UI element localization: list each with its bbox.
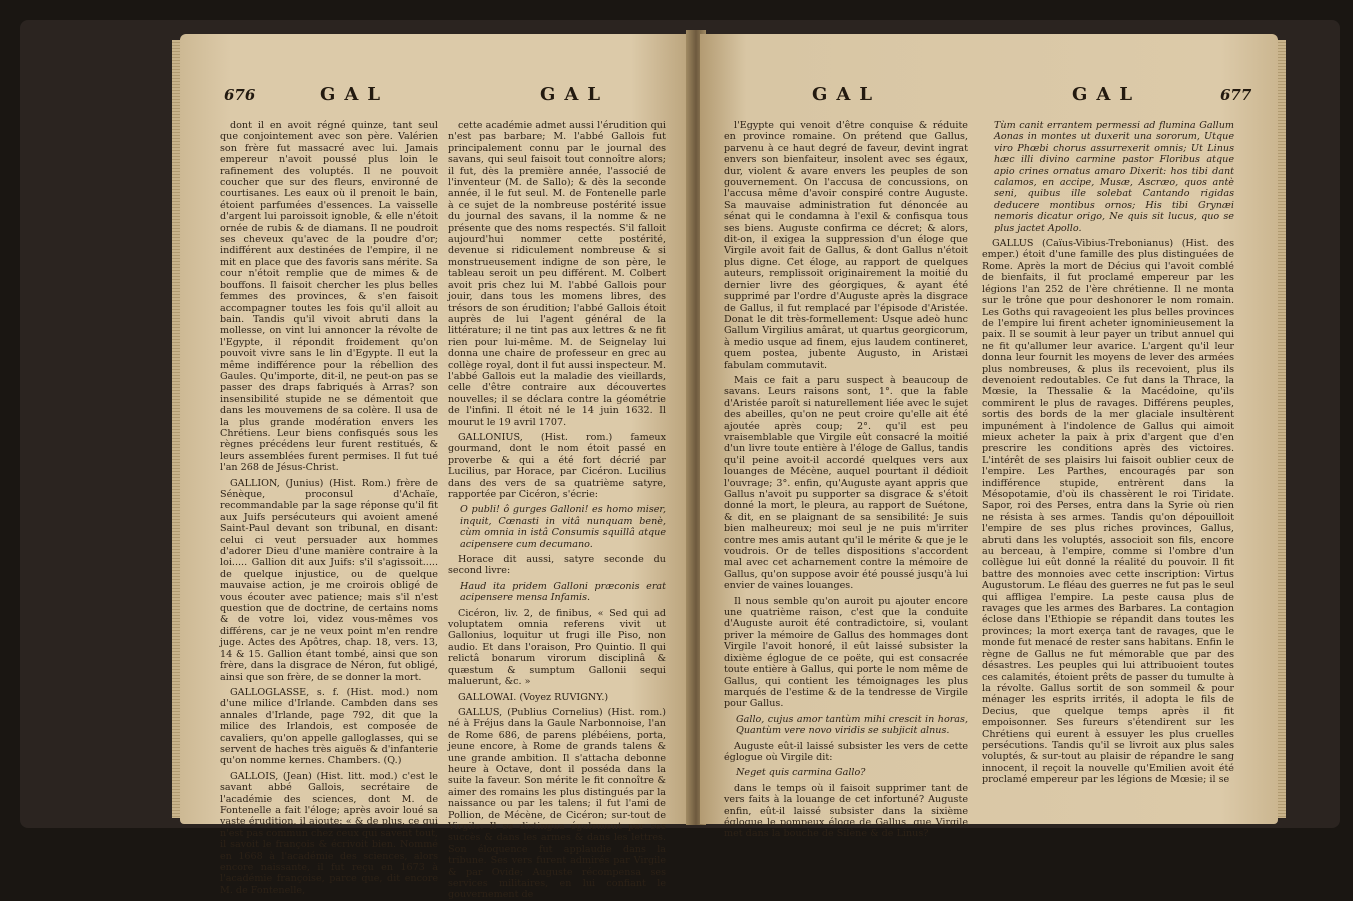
paragraph: GALLOIS, (Jean) (Hist. litt. mod.) c'est le savant abbé Gallois, secrétaire de l'académie des sciences, dont M. de Fontenelle a fait l'éloge; après avoir loué sa vaste érudition, il ajoute: « & de plus, ce qui n'est pas commun chez ceux qui savent tout, il savoit le françois & écrivoit bien. Nommé en 1668 à l'académie des sciences, alors encore naissante, il fut reçu en 1673 à l'académie françoise, parce que, dit encore M. de Fontenelle, <box>220 770 438 896</box>
latin-quote: Gallo, cujus amor tantùm mihi crescit in horas, Quantùm vere novo viridis se subjicit alnus. <box>736 713 968 737</box>
paragraph: Mais ce fait a paru suspect à beaucoup de savans. Leurs raisons sont, 1°. que la fable d'Aristée paroît si naturellement liée avec le sujet des abeilles, qu'on ne peut croire qu'elle ait été ajoutée après coup; 2°. qu'il est peu vraisemblable que Virgile eût consacré la moitié d'un livre toute entière à l'éloge de Gallus, tandis qu'il peine avoit-il accordé quelques vers aux louanges de Mécène, auquel pourtant il dédioit l'ouvrage; 3°. enfin, qu'Auguste ayant appris que Gallus n'avoit pu supporter sa disgrace & s'étoit donné la mort, le pleura, au rapport de Suétone, & dit, en se plaignant de sa sensibilité: Je suis bien malheureux; moi seul je ne puis m'irriter contre mes amis autant qu'il le mérite & que je le voudrois. Or de telles dispositions s'accordent mal avec cet acharnement contre la mémoire de Gallus, qu'on suppose avoir été poussé jusqu'à lui envier de vaines louanges. <box>724 374 968 592</box>
paragraph: GALLUS, (Publius Cornelius) (Hist. rom.) né à Fréjus dans la Gaule Narbonnoise, l'an de Rome 686, de parens plébéiens, porta, jeune encore, à Rome de grands talens & une grande ambition. Il s'attacha debonne heure à Octave, dont il posséda dans la suite la faveur. Son mérite le fit connoître & aimer des romains les plus distingués par la naissance ou par les talens; il fut l'ami de Pollion, de Mécène, de Cicéron; sur-tout de Virgile. Il se distingua également par ses succès & dans les armes & dans les lettres. Son éloquence fut applaudie dans la tribune. Ses vers furent admirés par Virgile & par Ovide; Auguste récompensa ses services militaires, en lui confiant le gouvernement de <box>448 706 666 901</box>
paragraph: GALLOGLASSE, s. f. (Hist. mod.) nom d'une milice d'Irlande. Cambden dans ses annales d'Irlande, page 792, dit que la milice des Irlandois, est composée de cavaliers, qu'on appelle galloglasses, qui se servent de haches très aiguës & d'infanterie qu'on nomme kernes. Chambers. (Q.) <box>220 686 438 767</box>
running-head: GAL <box>540 84 609 105</box>
latin-quote: Neget quis carmina Gallo? <box>736 767 866 779</box>
paragraph: GALLION, (Junius) (Hist. Rom.) frère de Sénèque, proconsul d'Achaïe, recommandable par la sage réponse qu'il fit aux Juifs persécuteurs qui avoient amené Saint-Paul devant son tribunal, en disant: celui ci veut persuader aux hommes d'adorer Dieu d'une manière contraire à la loi..... Gallion dit aux Juifs: s'il s'agissoit..... de quelque injustice, ou de quelque mauvaise action, je me croirois obligé de vous écouter avec patience; mais s'il n'est question que de doctrine, de certains noms & de votre loi, videz vous-mêmes vos différens, car je ne veux point m'en rendre juge. Actes des Apôtres, chap. 18, vers. 13, 14 & 15. Gallion étant tombé, ainsi que son frère, dans la disgrace de Néron, fut obligé, ainsi que son frère, de se donner la mort. <box>220 477 438 683</box>
paragraph: Auguste eût-il laissé subsister les vers de cette églogue où Virgile dit: <box>724 740 968 763</box>
running-head: GAL <box>320 84 389 105</box>
latin-quote: Tùm canit errantem permessi ad flumina Gallum Aonas in montes ut duxerit una sororum, Utque viro Phœbi chorus assurrexerit omnis; Ut Linus hæc illi divino carmine pastor Floribus atque apio crines ornatus amaro Dixerit: hos tibi dant calamos, en accipe, Musæ, Ascræo, quos antè seni, quibus ille solebat Cantando rigidas deducere montibus ornos; His tibi Grynæi nemoris dicatur origo, Ne quis sit lucus, quo se plus jactet Apollo. <box>994 120 1234 234</box>
running-head: GAL <box>1072 84 1141 105</box>
paragraph: Il nous semble qu'on auroit pu ajouter encore une quatrième raison, c'est que la conduite d'Auguste auroit été contradictoire, si, voulant priver la mémoire de Gallus des hommages dont Virgile l'avoit honoré, il eût laissé subsister la dixième églogue de ce poëte, qui est consacrée toute entière à Gallus, qui porte le nom même de Gallus, qui contient les témoignages les plus marqués de l'estime & de la tendresse de Virgile pour Gallus. <box>724 595 968 710</box>
paragraph: GALLOWAI. (Voyez RUVIGNY.) <box>458 691 609 703</box>
paragraph: dont il en avoit régné quinze, tant seul que conjointement avec son père. Valérien son frère fut massacré avec lui. Jamais empereur n'avoit poussé plus loin le rafinement des voluptés. Il ne pouvoit coucher que sur des fleurs, environné de courtisanes. Les eaux où il prenoit le bain, étoient parfumées d'essences. La vaisselle d'argent lui paroissoit ignoble, & elle n'étoit ornée de rubis & de diamans. Il ne poudroit ses cheveux qu'avec de la poudre d'or; indifférent aux destinées de l'empire, il ne mit en place que des favoris sans mérite. Sa cour n'étoit remplie que de mimes & de bouffons. Il faisoit chercher les plus belles femmes des provinces, & s'en faisoit accompagner toutes les fois qu'il alloit au bain. Tandis qu'il vivoit abruti dans la mollesse, on vint lui annoncer la révolte de l'Egypte, il répondit froidement qu'on pouvoit vivre sans le lin d'Egypte. Il eut la même indifférence pour la rébellion des Gaules. Qu'importe, dit-il, ne peut-on pas se passer des draps fabriqués à Arras? son insensibilité stupide ne se démentoit que dans les mouvemens de sa colère. Il usa de la plus grande modération envers les Chrétiens. Leur biens confisqués sous les règnes précédens leur furent restitués, & leurs assemblées furent permises. Il fut tué l'an 268 de Jésus-Christ. <box>220 120 438 474</box>
text-column-1 <box>724 120 968 840</box>
paragraph: dans le temps où il faisoit supprimer tant de vers faits à la louange de cet infortuné? Auguste enfin, eût-il laissé subsister dans la sixième églogue le pompeux éloge de Gallus, que Virgile met dans la bouche de Silène & de Linus? <box>724 782 968 840</box>
paragraph: GALLONIUS, (Hist. rom.) fameux gourmand, dont le nom étoit passé en proverbe & qui a été fort décrié par Lucilius, par Horace, par Cicéron. Lucilius dans des vers de sa quatrième satyre, rapportée par Cicéron, s'écrie: <box>448 431 666 500</box>
latin-quote: Haud ita pridem Galloni præconis erat acipensere mensa Infamis. <box>460 580 666 604</box>
left-page <box>180 34 692 901</box>
latin-quote: O publi! ô gurges Galloni! es homo miser, inquit, Cœnasti in vitâ nunquam benè, cùm omnia in istâ Consumis squillâ atque acipensere cum decumano. <box>460 504 666 550</box>
paragraph: cette académie admet aussi l'érudition qui n'est pas barbare; M. l'abbé Gallois fut principalement connu par le journal des savans, qui seul faisoit tout connoître alors; il fut, dès la première année, l'associé de l'inventeur (M. de Sallo); & dès la seconde année, il le fut seul. M. de Fontenelle parle à ce sujet de la nombreuse postérité issue du journal des savans, il la nomme & ne présente que des noms respectés. S'il falloit aujourd'hui nommer cette postérité, devenue si ridiculement nombreuse & si monstrueusement indigne de son père, le tableau seroit un peu différent. M. Colbert avoit pris chez lui M. l'abbé Gallois pour jouir, dans tous les momens libres, des trésors de son érudition; l'abbé Gallois étoit auprès de lui l'agent général de la littérature; il ne tint pas aux lettres & ne fit rien pour lui-même. M. de Seignelay lui donna une chaire de professeur en grec au collège royal, dont il fut aussi inspecteur. M. l'abbé Gallois eut la maladie des vieillards, celle d'être contraire aux découvertes nouvelles; il se déclara contre la géométrie de l'infini. Il étoit né le 14 juin 1632. Il mourut le 19 avril 1707. <box>448 120 666 428</box>
right-page <box>700 34 1278 840</box>
paragraph: GALLUS (Caïus-Vibius-Trebonianus) (Hist. des emper.) étoit d'une famille des plus distinguées de Rome. Après la mort de Décius qui l'avoit comblé de bienfaits, il fut proclamé empereur par les légions l'an 252 de l'ère chrétienne. Il ne monta sur le trône que pour deshonorer le nom romain. Les Goths qui ravageoient les plus belles provinces de l'empire lui firent acheter ignominieusement la paix. Il se soumit à leur payer un tribut annuel qui ne fit qu'allumer leur avarice. L'argent qu'il leur donna leur fournit les moyens de lever des armées plus nombreuses, & plus ils recevoient, plus ils devenoient redoutables. Ce fut dans la Thrace, la Mœsie, la Thessalie & la Macédoine, qu'ils commirent le plus de ravages. Différens peuples, sortis des bords de la mer glaciale insultèrent impunément à l'indolence de Gallus qui aimoit mieux acheter la paix à prix d'argent que d'en prescrire les conditions après des victoires. L'intérêt de ses plaisirs lui faisoit oublier ceux de l'empire. Les Parthes, encouragés par son indifférence stupide, entrèrent dans la Mésopotamie, d'où ils chassèrent le roi Tiridate. Sapor, roi des Perses, entra dans la Syrie où rien ne résista à ses armes. Tandis qu'on dépouilloit l'empire de ses plus riches provinces, Gallus, abruti dans les voluptés, associoit son fils, encore au berceau, à l'empire, comme si l'ombre d'un collègue lui eût donné la réalité du pouvoir. Il fit battre des monnoies avec cette inscription: Virtus Augustorum. Le fléau des guerres ne fut pas le seul qui affligea l'empire. La peste causa plus de ravages que les armes des Barbares. La contagion éclose dans l'Ethiopie se répandit dans toutes les provinces; la mort exerça tant de ravages, que le monde fut menacé de rester sans habitans. Enfin le règne de Gallus ne fut mémorable que par des désastres. Les peuples qui lui attribuoient toutes ces calamités, étoient prêts de passer du tumulte à la révolte. Gallus sortit de son sommeil & pour ménager les esprits irrités, il adopta le fils de Decius, que quelque temps après il fit empoisonner. Ses fureurs s'étendirent sur les Chrétiens qui eurent à essuyer les plus cruelles persécutions. Tandis qu'il se livroit aux plus sales voluptés, & sur-tout au plaisir de répandre le sang innocent, il reçoit la nouvelle qu'Emilien avoit été proclamé empereur par les légions de Mœsie; il se <box>982 238 1234 786</box>
page-number: 676 <box>224 86 256 104</box>
running-head: GAL <box>812 84 881 105</box>
paragraph: Cicéron, liv. 2, de finibus, « Sed qui ad voluptatem omnia referens vivit ut Gallonius, loquitur ut frugi ille Piso, non audio. Et dans l'oraison, Pro Quintio. Il qui relictâ bonarum virorum disciplinâ & quæstum & sumptum Gallonii sequi maluerunt, &c. » <box>448 607 666 688</box>
page-number: 677 <box>1220 86 1252 104</box>
paragraph: Horace dit aussi, satyre seconde du second livre: <box>448 554 666 577</box>
text-column-1 <box>220 120 438 896</box>
text-column-2 <box>448 120 666 901</box>
paragraph: l'Egypte qui venoit d'être conquise & réduite en province romaine. On prétend que Gallus, parvenu à ce haut degré de faveur, devint ingrat envers son bienfaiteur, insolent avec ses égaux, dur, violent & avare envers les peuples de son gouvernement. On l'accusa de concussions, on l'accusa même d'avoir conspiré contre Auguste. Sa mauvaise administration fut dénoncée au sénat qui le condamna à l'exil & confisqua tous ses biens. Auguste confirma ce décret; & alors, dit-on, il exigea la suppression d'un éloge que Virgile avoit fait de Gallus, & dont Gallus n'étoit plus digne. Cet éloge, au rapport de quelques auteurs, remplissoit originairement la moitié du dernier livre des géorgiques, & ayant été supprimé par l'ordre d'Auguste après la disgrace de Gallus, il fut remplacé par l'épisode d'Aristée. Donat le dit très-formellement: Usque adeò hunc Gallum Virgilius amârat, ut quartus georgicorum, à medio usque ad finem, ejus laudem contineret, quem postea, jubente Augusto, in Aristæi fabulam commutavit. <box>724 120 968 371</box>
text-column-2 <box>982 120 1234 820</box>
